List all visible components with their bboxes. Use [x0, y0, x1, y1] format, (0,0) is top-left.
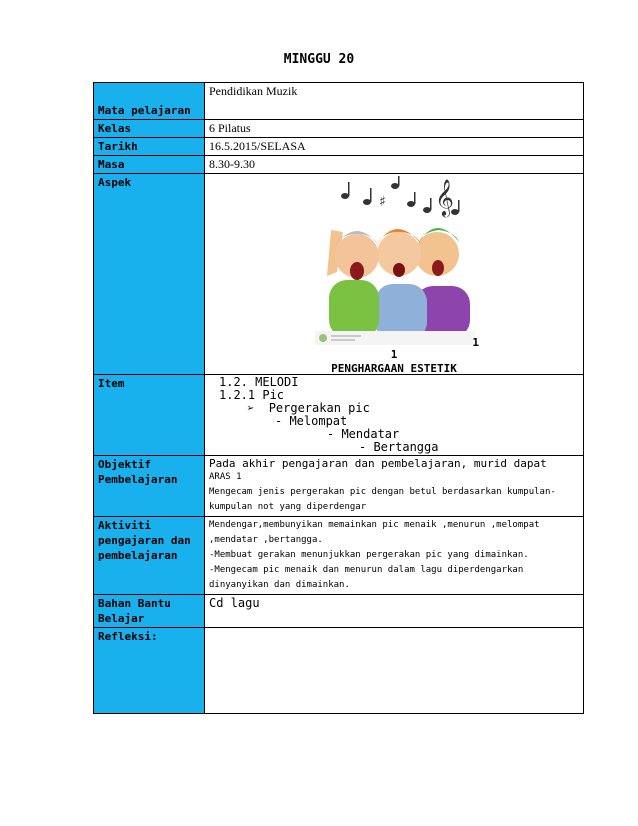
refleksi-value — [205, 628, 584, 714]
item-label: Item — [94, 375, 205, 456]
svg-text:𝄞: 𝄞 — [435, 178, 454, 216]
aspek-title: PENGHARGAAN ESTETIK — [331, 362, 457, 375]
row-item — [94, 375, 584, 456]
page-heading: MINGGU 20 — [283, 52, 355, 67]
aktiviti-label: Aktiviti pengajaran dan pembelajaran — [94, 517, 205, 595]
tarikh-value: 16.5.2015/SELASA — [205, 138, 584, 156]
item-bullet-line — [209, 402, 579, 415]
row-masa — [94, 156, 584, 174]
masa-value: 8.30-9.30 — [205, 156, 584, 174]
objektif-lead: Pada akhir pengajaran dan pembelajaran, murid dapat — [209, 457, 547, 470]
row-bahan — [94, 595, 584, 628]
lesson-plan-table — [93, 82, 584, 714]
aktiviti-line: Mendengar,membunyikan memainkan pic menaik ,menurun ,melompat ,mendatar ,bertangga. — [209, 520, 540, 545]
refleksi-label: Refleksi: — [94, 628, 205, 714]
objektif-value — [205, 456, 584, 517]
aktiviti-line: -Membuat gerakan menunjukkan pergerakan pic yang dimainkan. — [209, 550, 529, 560]
row-aktiviti — [94, 517, 584, 595]
masa-label: Masa — [94, 156, 205, 174]
item-line: - Bertangga — [359, 440, 439, 454]
row-aspek — [94, 174, 584, 375]
bahan-label: Bahan Bantu Belajar — [94, 595, 205, 628]
figure-number-2: 1 — [390, 348, 398, 361]
music-notes-icon — [341, 176, 460, 217]
label-cell — [94, 83, 205, 120]
aktiviti-line: -Mengecam pic menaik dan menurun dalam lagu diperdengarkan dinyanyikan dan dimainkan. — [209, 565, 524, 590]
item-line: 1.2. MELODI — [219, 375, 299, 389]
arrow-bullet-icon: ➢ — [247, 401, 255, 415]
kelas-value: 6 Pilatus — [205, 120, 584, 138]
svg-text:♯: ♯ — [379, 194, 386, 210]
aspek-cell — [205, 174, 584, 375]
aspek-label: Aspek — [94, 174, 205, 375]
item-line: Pergerakan pic — [268, 401, 370, 415]
objektif-level: ARAS 1 — [209, 472, 242, 482]
mata-pelajaran-value: Pendidikan Muzik — [205, 83, 584, 120]
item-line: - Mendatar — [327, 427, 400, 441]
tarikh-label: Tarikh — [94, 138, 205, 156]
row-kelas — [94, 120, 584, 138]
row-tarikh — [94, 138, 584, 156]
item-value — [205, 375, 584, 456]
row-objektif — [94, 456, 584, 517]
mata-pelajaran-label: Mata pelajaran — [98, 104, 191, 117]
kelas-label: Kelas — [94, 120, 205, 138]
objektif-text: Mengecam jenis pergerakan pic dengan betul berdasarkan kumpulan-kumpulan not yang diperdengar — [209, 487, 556, 512]
figure-number: 1 — [472, 336, 479, 349]
row-mata-pelajaran — [94, 83, 584, 120]
row-refleksi — [94, 628, 584, 714]
aktiviti-value — [205, 517, 584, 595]
singing-men-illustration — [315, 176, 475, 348]
bahan-value: Cd lagu — [205, 595, 584, 628]
item-line: - Melompat — [275, 414, 348, 428]
item-line: 1.2.1 Pic — [219, 388, 285, 402]
objektif-label: Objektif Pembelajaran — [94, 456, 205, 517]
